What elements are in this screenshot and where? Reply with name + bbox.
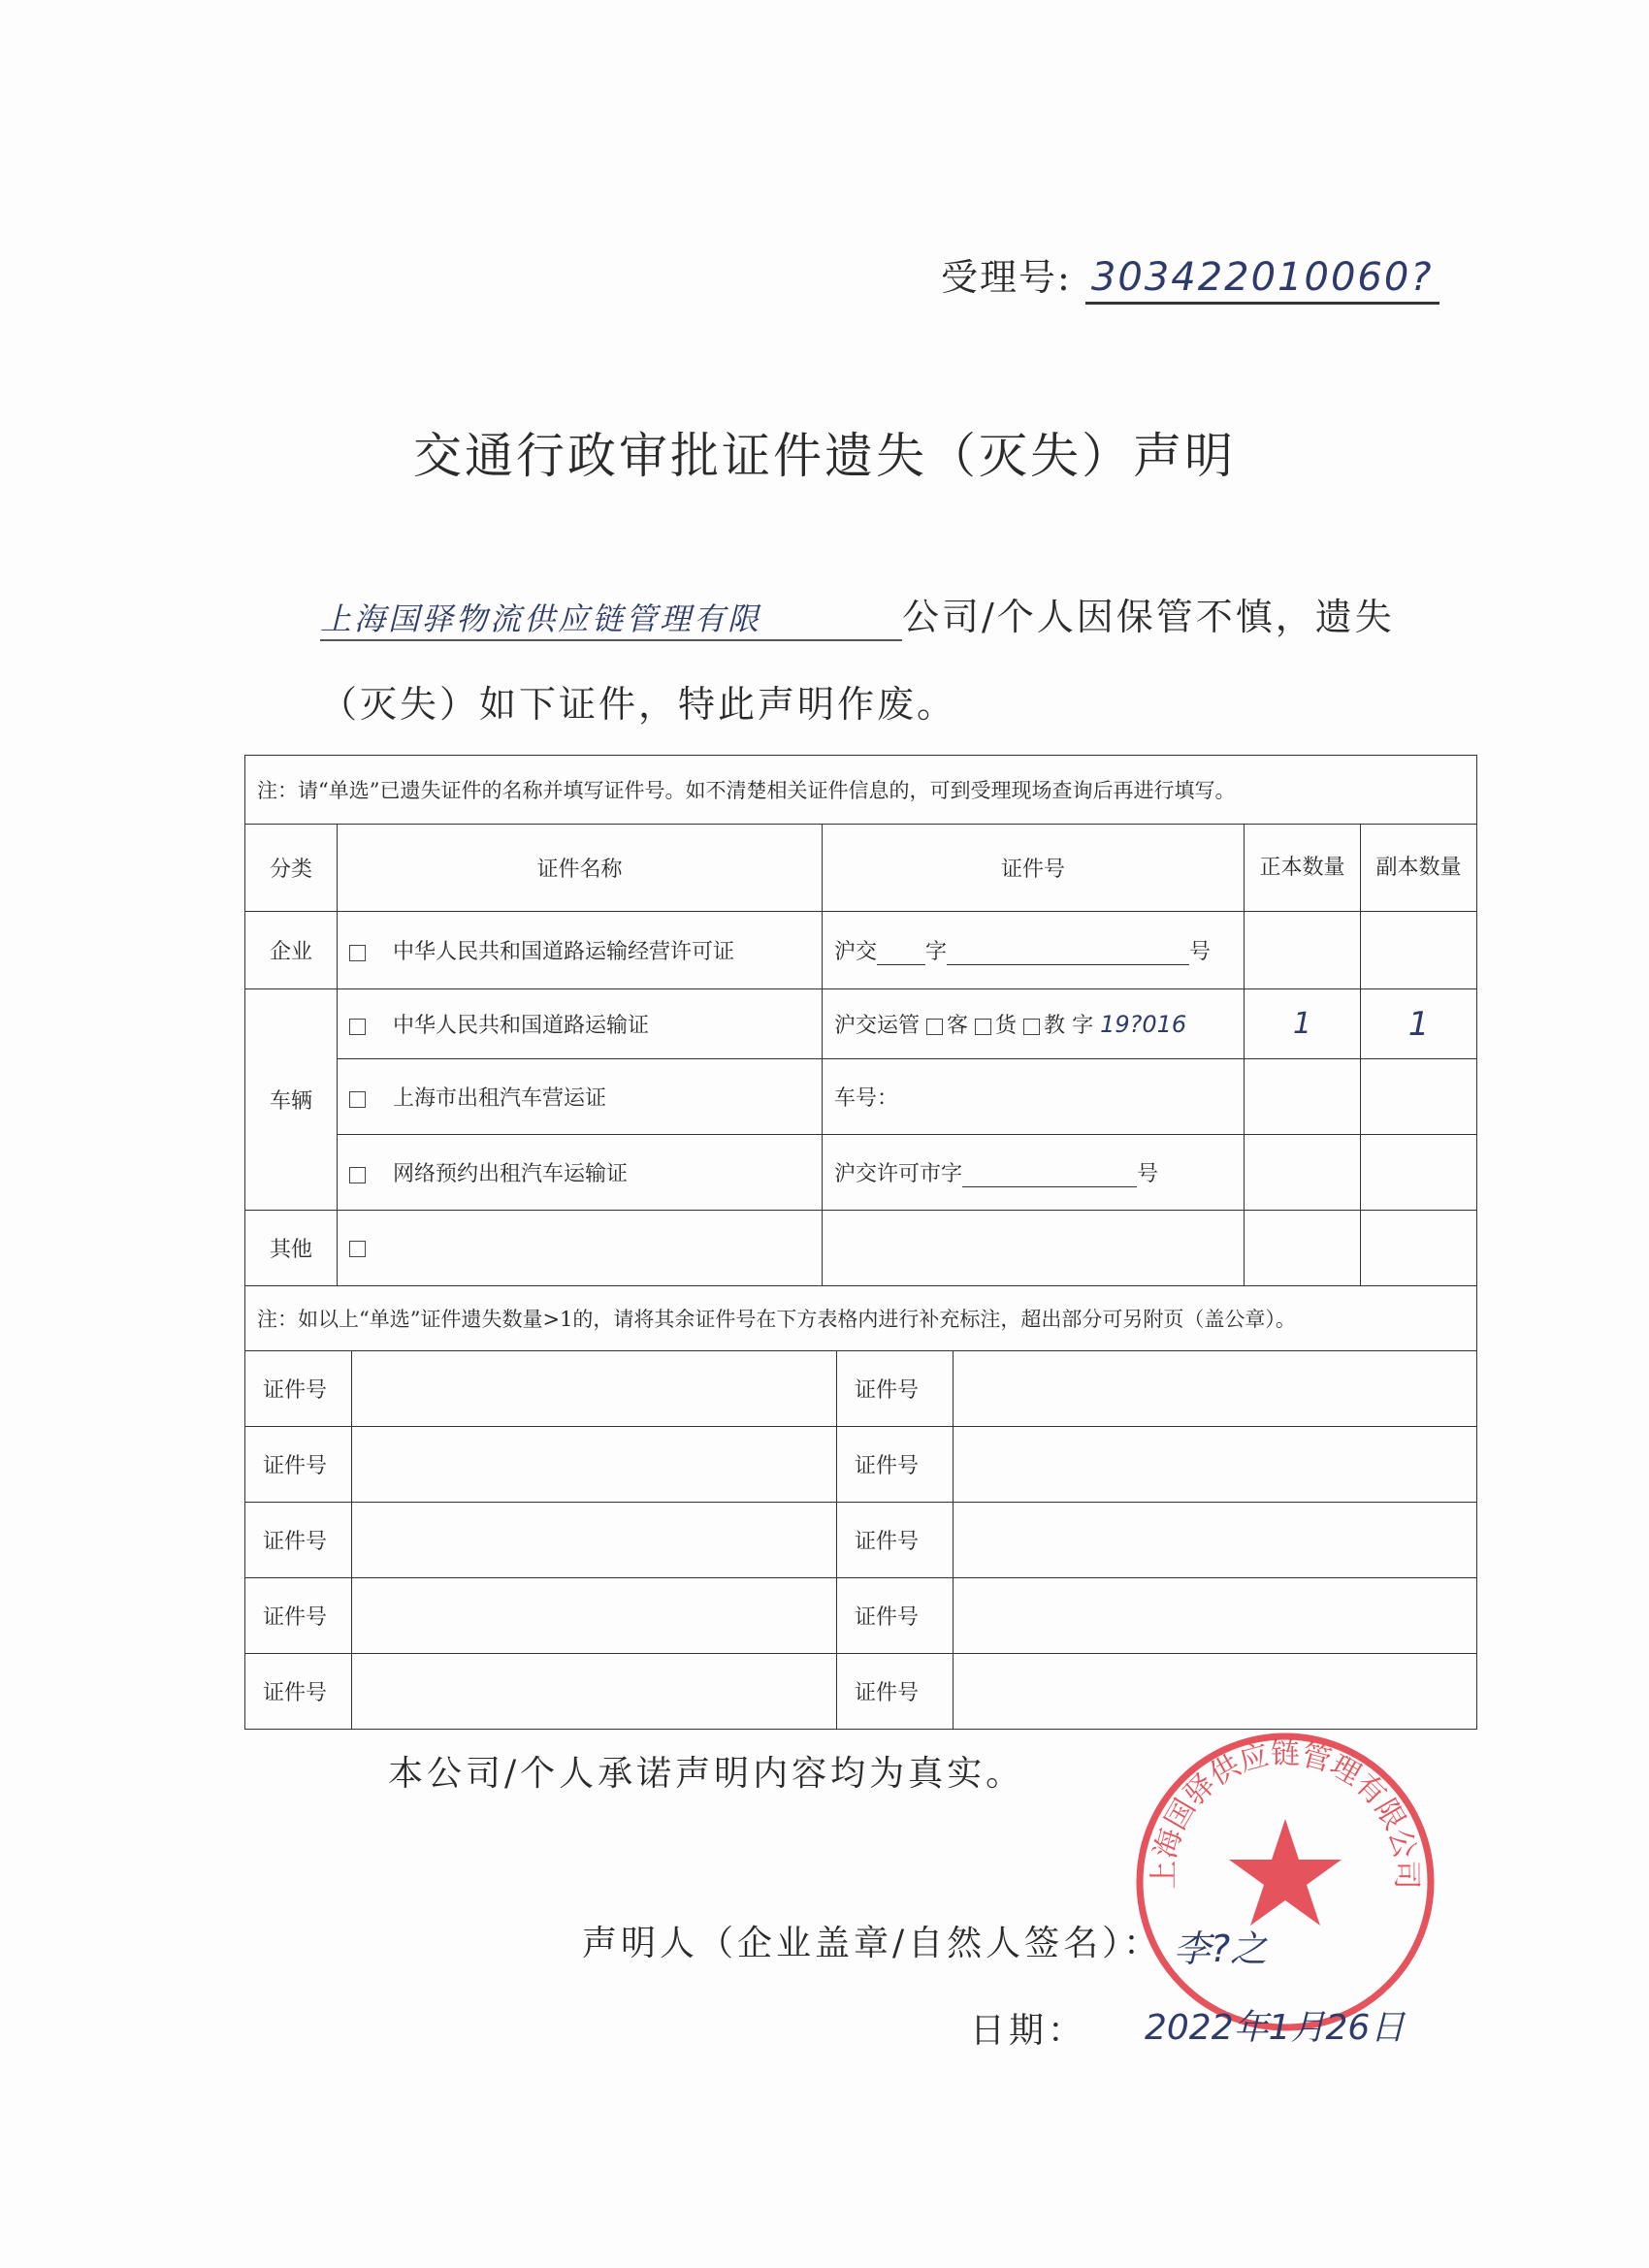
supp-input[interactable] [954, 1654, 1477, 1730]
supp-label: 证件号 [245, 1578, 352, 1654]
supp-label: 证件号 [837, 1427, 954, 1503]
other-cert-name [338, 1211, 823, 1286]
category-other: 其他 [245, 1211, 338, 1286]
supp-input[interactable] [352, 1578, 837, 1654]
supp-label: 证件号 [837, 1503, 954, 1578]
promise-text: 本公司/个人承诺声明内容均为真实。 [388, 1754, 1025, 1794]
statement-line-1 [320, 587, 1395, 641]
statement-line-1-text: 公司/个人因保管不慎，遗失 [902, 596, 1395, 638]
table-row [245, 989, 1477, 1059]
header-number: 证件号 [823, 825, 1245, 912]
table-note-bottom: 注：如以上“单选”证件遗失数量>1的，请将其余证件号在下方表格内进行补充标注，超出部分可另附页（盖公章）。 [245, 1286, 1477, 1351]
table-row [245, 1059, 1477, 1135]
certificate-table [244, 755, 1477, 1351]
seal-star-icon [1229, 1819, 1342, 1926]
receipt-number [941, 247, 1439, 305]
category-enterprise: 企业 [245, 912, 338, 989]
vehicle-cert-name: 网络预约出租汽车运输证 [338, 1135, 823, 1211]
header-original-qty: 正本数量 [1245, 825, 1361, 912]
receipt-number-value: 303422010060? [1085, 255, 1439, 305]
table-row [245, 1351, 1477, 1427]
handwritten-cert-number: 19?016 [1100, 1011, 1187, 1038]
supp-input[interactable] [954, 1578, 1477, 1654]
table-row [245, 1578, 1477, 1654]
date-value: 2022年1月26日 [1145, 2008, 1406, 2048]
statement-line-2: （灭失）如下证件，特此声明作废。 [320, 683, 957, 726]
category-vehicle: 车辆 [245, 989, 338, 1211]
supp-label: 证件号 [837, 1654, 954, 1730]
vehicle-cert-name: 中华人民共和国道路运输证 [338, 989, 823, 1059]
header-name: 证件名称 [338, 825, 823, 912]
document-title: 交通行政审批证件遗失（灭失）声明 [413, 428, 1236, 484]
handwritten-signature: 李?之 [1174, 1928, 1268, 1970]
header-category: 分类 [245, 825, 338, 912]
supp-input[interactable] [954, 1427, 1477, 1503]
supp-input[interactable] [352, 1654, 837, 1730]
table-row [245, 1503, 1477, 1578]
vehicle-cert-number: 沪交运管 客 货 教 字 19?016 [823, 989, 1245, 1059]
supplementary-table [244, 1350, 1477, 1730]
supp-input[interactable] [352, 1503, 837, 1578]
enterprise-original-qty [1245, 912, 1361, 989]
checkbox[interactable] [349, 1167, 366, 1183]
table-row [245, 1135, 1477, 1211]
supp-label: 证件号 [245, 1351, 352, 1427]
checkbox[interactable] [349, 1241, 366, 1257]
copy-qty-value: 1 [1361, 989, 1477, 1059]
checkbox-checked[interactable] [975, 1019, 991, 1035]
enterprise-cert-number: 沪交 字 号 [823, 912, 1245, 989]
vehicle-cert-number: 车号： [823, 1059, 1245, 1135]
supp-input[interactable] [954, 1351, 1477, 1427]
supp-input[interactable] [352, 1427, 837, 1503]
company-seal [1130, 1727, 1440, 2037]
company-name-handwritten: 上海国驿物流供应链管理有限 [320, 595, 902, 641]
checkbox[interactable] [349, 945, 366, 961]
supp-input[interactable] [352, 1351, 837, 1427]
header-copy-qty: 副本数量 [1361, 825, 1477, 912]
svg-text:上海国驿供应链管理有限公司: 上海国驿供应链管理有限公司 [1147, 1737, 1424, 1890]
table-row [245, 912, 1477, 989]
vehicle-cert-name: 上海市出租汽车营运证 [338, 1059, 823, 1135]
supp-label: 证件号 [245, 1654, 352, 1730]
supp-label: 证件号 [245, 1427, 352, 1503]
declarant-label: 声明人（企业盖章/自然人签名）： [582, 1924, 1163, 1963]
original-qty-value: 1 [1245, 989, 1361, 1059]
vehicle-cert-number: 沪交许可市字 号 [823, 1135, 1245, 1211]
table-row [245, 1654, 1477, 1730]
enterprise-cert-name: 中华人民共和国道路运输经营许可证 [338, 912, 823, 989]
checkbox[interactable] [349, 1019, 366, 1035]
supp-input[interactable] [954, 1503, 1477, 1578]
supp-label: 证件号 [245, 1503, 352, 1578]
enterprise-copy-qty [1361, 912, 1477, 989]
supp-label: 证件号 [837, 1578, 954, 1654]
table-row [245, 1427, 1477, 1503]
table-row [245, 1211, 1477, 1286]
receipt-label: 受理号: [941, 256, 1072, 299]
checkbox[interactable] [926, 1019, 943, 1035]
checkbox[interactable] [349, 1091, 366, 1108]
checkbox[interactable] [1023, 1019, 1040, 1035]
date-label: 日期： [970, 2011, 1087, 2051]
table-note-top: 注：请“单选”已遗失证件的名称并填写证件号。如不清楚相关证件信息的，可到受理现场查询后再进行填写。 [245, 756, 1477, 825]
supp-label: 证件号 [837, 1351, 954, 1427]
